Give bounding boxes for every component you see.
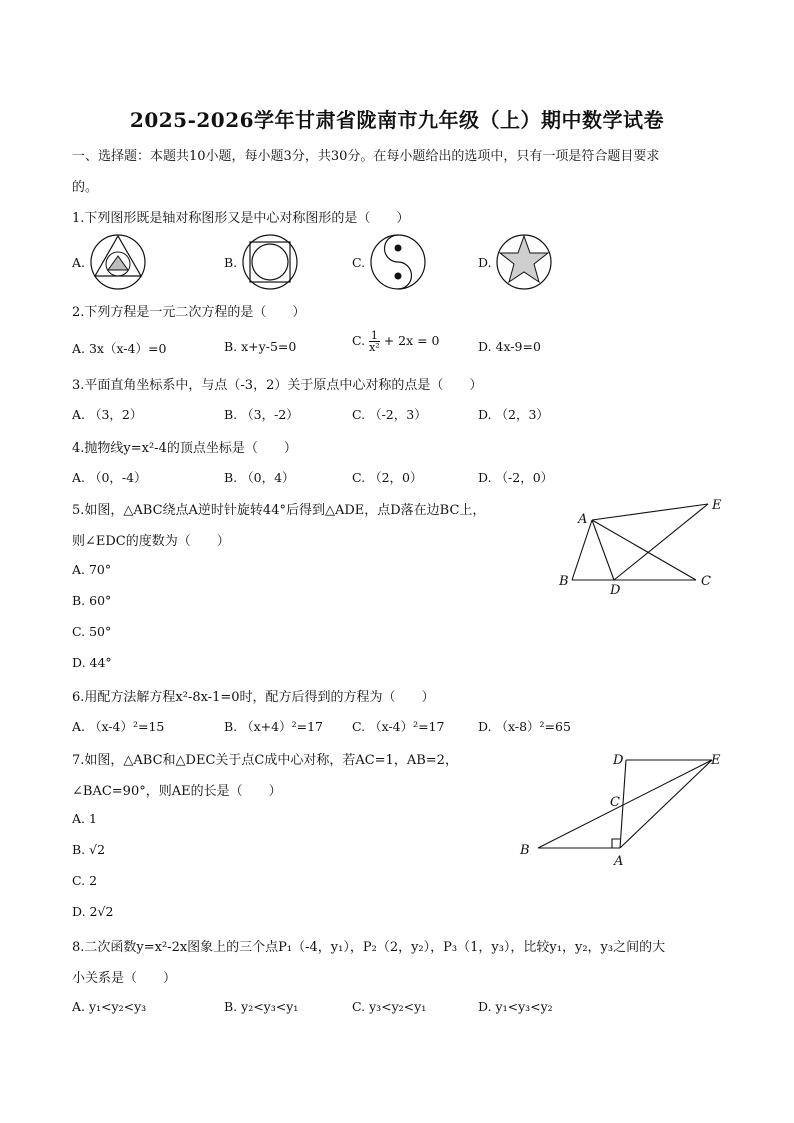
q2-option-d: D. 4x-9=0 (478, 339, 541, 354)
q3-option-c: C. （-2，3） (352, 407, 427, 422)
q8-option-c: C. y₃<y₂<y₁ (352, 999, 427, 1014)
q4-option-d: D. （-2，0） (478, 470, 554, 485)
q7-option-b: B. √2 (72, 842, 106, 857)
q5-label-a: A (578, 512, 588, 527)
q5-option-a: A. 70° (72, 562, 112, 577)
q3-option-b: B. （3，-2） (224, 407, 299, 422)
q5-label-c: C (701, 574, 711, 589)
q1-figure-a (88, 232, 148, 292)
q6-option-d: D. （x-8）²=65 (478, 719, 571, 734)
q5-stem-line2: 则∠EDC的度数为（ ） (72, 534, 230, 549)
q3-option-a: A. （3，2） (72, 407, 143, 422)
q4-stem: 4.抛物线y=x²-4的顶点坐标是（ ） (72, 441, 297, 456)
q2-fraction-numerator: 1 (370, 329, 378, 342)
q1-option-c-label: C. (352, 255, 366, 270)
q4-option-a: A. （0，-4） (72, 470, 147, 485)
q5-option-d: D. 44° (72, 655, 112, 670)
q5-option-b: B. 60° (72, 593, 112, 608)
q2-option-c (352, 330, 440, 353)
q7-stem-line2: ∠BAC=90°，则AE的长是（ ） (72, 784, 282, 799)
q1-option-b-label: B. (224, 255, 238, 270)
q7-label-d: D (613, 753, 624, 768)
q5-option-c: C. 50° (72, 624, 112, 639)
q7-label-b: B (520, 843, 530, 858)
q7-triangle-figure (510, 745, 730, 870)
q1-figure-c (368, 232, 428, 292)
q5-triangle-figure (550, 492, 730, 602)
q5-label-b: B (559, 574, 569, 589)
q7-option-d: D. 2√2 (72, 904, 114, 919)
q3-stem: 3.平面直角坐标系中，与点（-3，2）关于原点中心对称的点是（ ） (72, 378, 483, 393)
q8-option-a: A. y₁<y₂<y₃ (72, 999, 147, 1014)
q2-fraction-denominator: x² (369, 341, 380, 354)
q7-label-e: E (711, 753, 721, 768)
q2-option-c-label: C. (352, 333, 366, 348)
q7-option-c: C. 2 (72, 873, 98, 888)
q5-stem-line1: 5.如图，△ABC绕点A逆时针旋转44°后得到△ADE，点D落在边BC上， (72, 503, 486, 518)
q6-option-b: B. （x+4）²=17 (224, 719, 323, 734)
q3-option-d: D. （2，3） (478, 407, 549, 422)
q2-option-b: B. x+y-5=0 (224, 339, 297, 354)
q6-option-a: A. （x-4）²=15 (72, 719, 165, 734)
q1-stem: 1.下列图形既是轴对称图形又是中心对称图形的是（ ） (72, 211, 410, 226)
q2-stem: 2.下列方程是一元二次方程的是（ ） (72, 305, 306, 320)
q4-option-b: B. （0，4） (224, 470, 295, 485)
q2-option-c-fraction (369, 330, 380, 353)
q8-stem-line2: 小关系是（ ） (72, 971, 177, 986)
q1-option-a-label: A. (72, 255, 86, 270)
q7-label-a: A (614, 854, 624, 869)
section-instructions-line2: 的。 (72, 180, 99, 195)
q1-figure-b (240, 232, 300, 292)
q6-option-c: C. （x-4）²=17 (352, 719, 445, 734)
q1-option-d-label: D. (478, 255, 492, 270)
q8-option-d: D. y₁<y₃<y₂ (478, 999, 553, 1014)
q5-label-d: D (610, 583, 621, 598)
q7-stem-line1: 7.如图，△ABC和△DEC关于点C成中心对称，若AC=1，AB=2， (72, 753, 458, 768)
q8-stem-line1: 8.二次函数y=x²-2x图象上的三个点P₁（-4，y₁），P₂（2，y₂），P₃（1，y₃），比较y₁，y₂，y₃之间的大 (72, 940, 666, 955)
q2-option-c-tail: + 2x = 0 (383, 333, 440, 348)
q4-option-c: C. （2，0） (352, 470, 423, 485)
q6-stem: 6.用配方法解方程x²-8x-1=0时，配方后得到的方程为（ ） (72, 690, 435, 705)
page-title: 2025-2026学年甘肃省陇南市九年级（上）期中数学试卷 (129, 108, 665, 132)
q2-option-a: A. 3x（x-4）=0 (72, 341, 167, 356)
q7-option-a: A. 1 (72, 811, 97, 826)
q8-option-b: B. y₂<y₃<y₁ (224, 999, 299, 1014)
q5-label-e: E (712, 498, 722, 513)
q1-figure-d (494, 232, 554, 292)
section-instructions-line1: 一、选择题：本题共10小题，每小题3分，共30分。在每小题给出的选项中，只有一项是符合题目要求 (72, 149, 660, 164)
q7-label-c: C (610, 795, 620, 810)
